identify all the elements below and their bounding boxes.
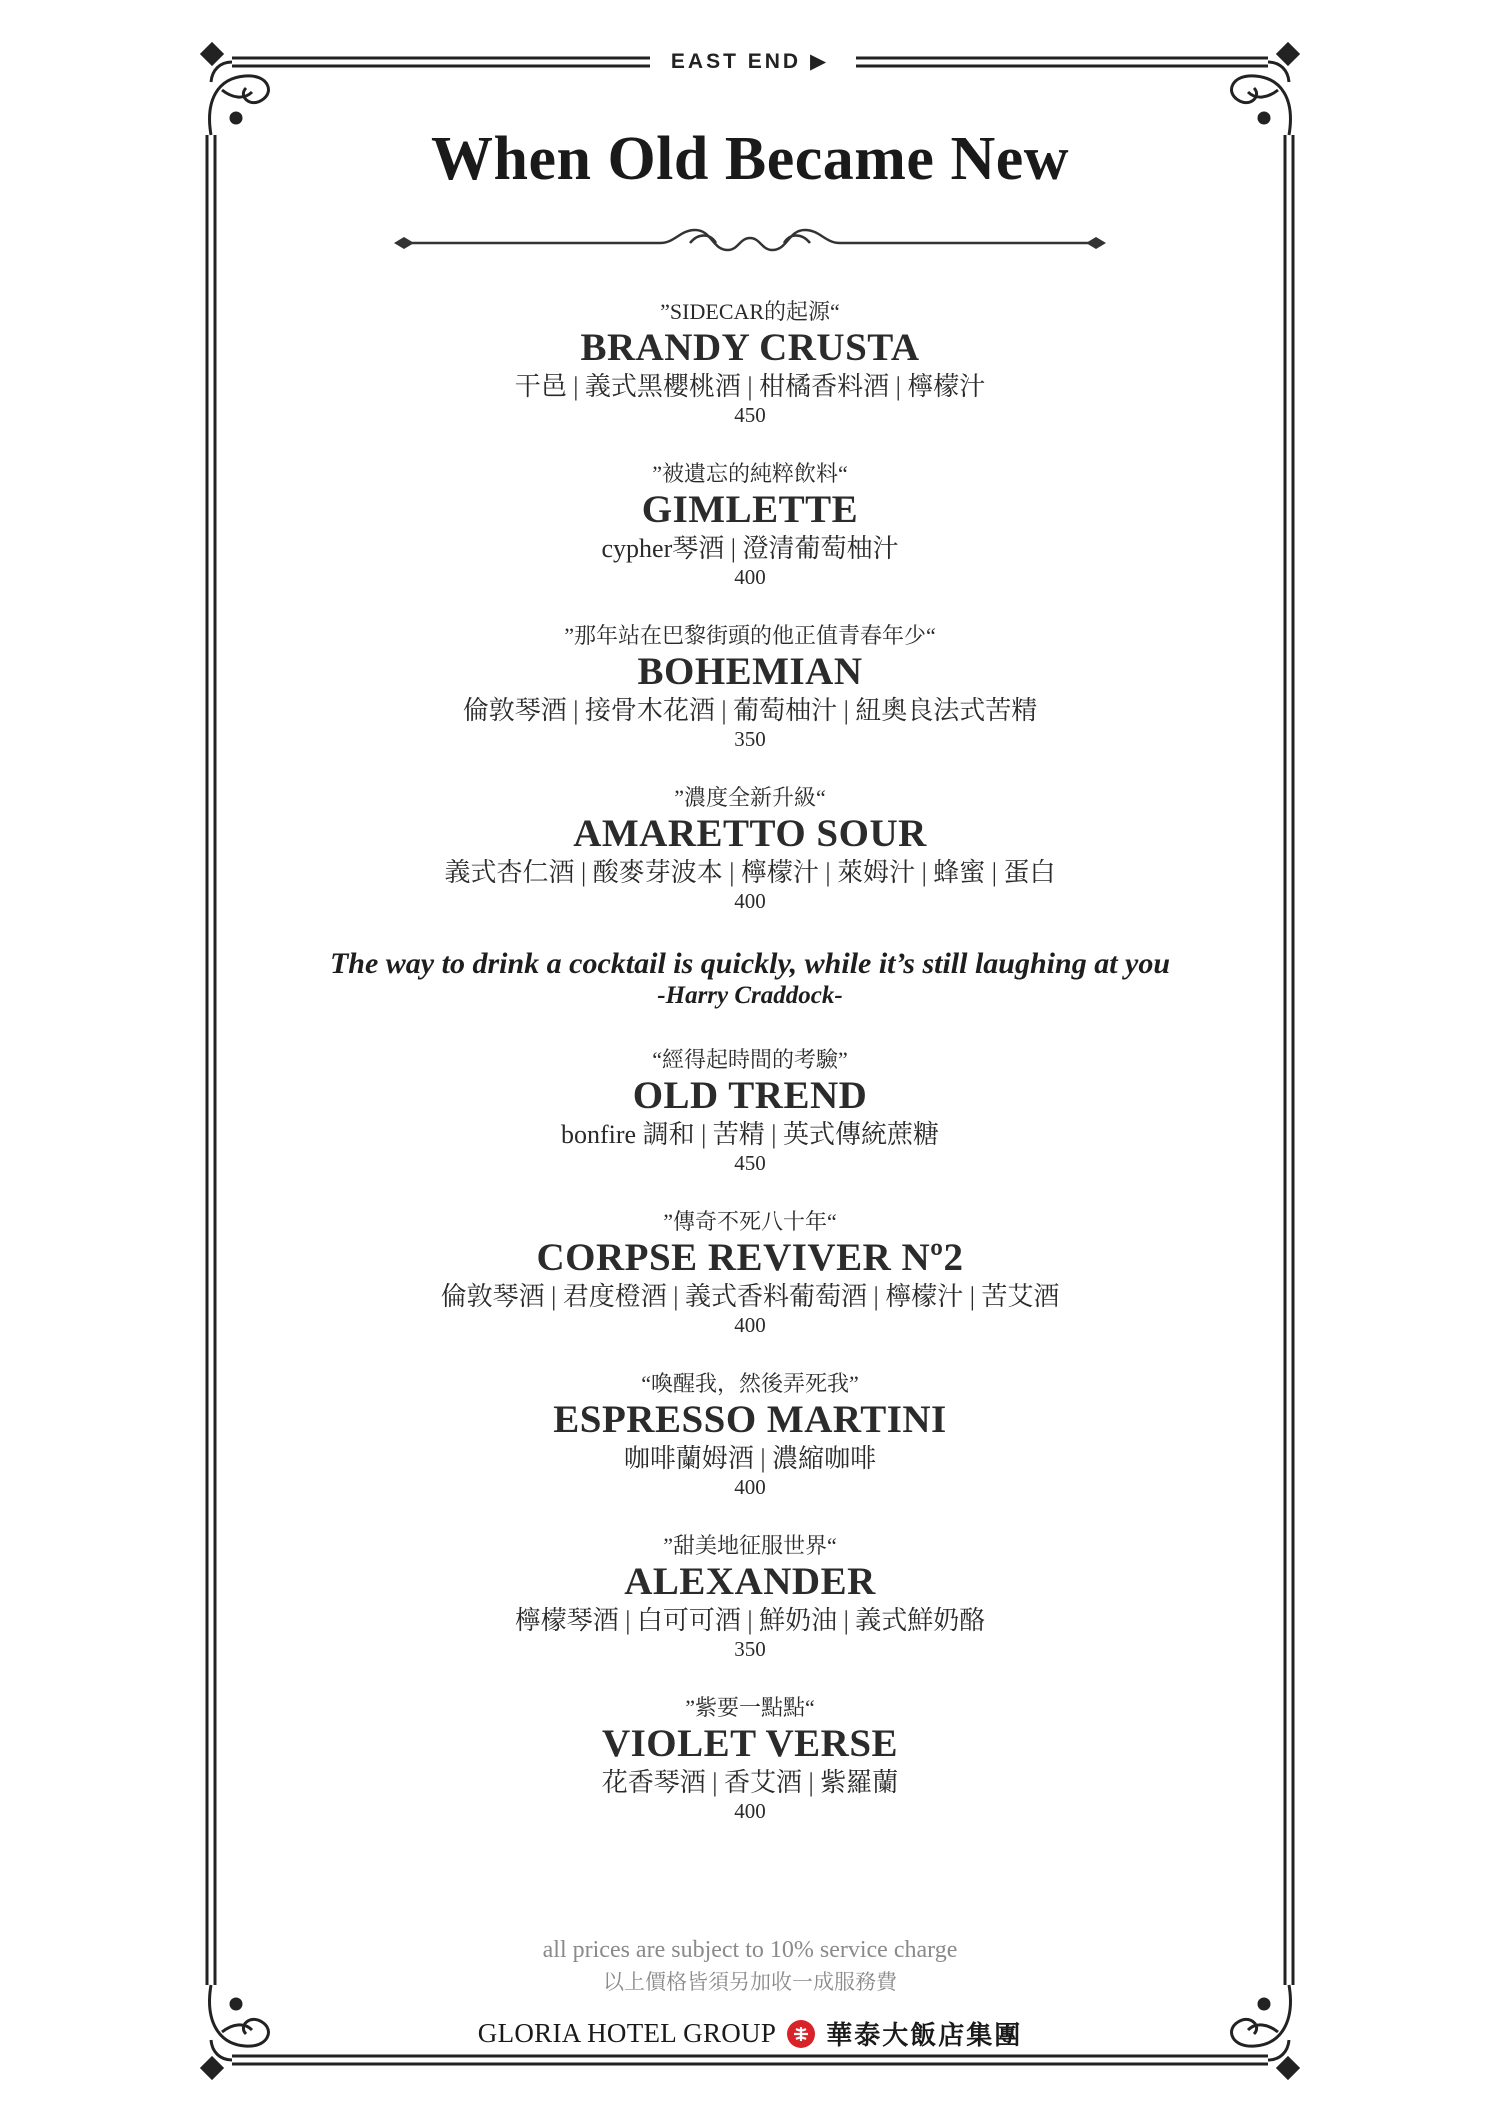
drink-name: OLD TREND: [632, 1074, 868, 1117]
menu-item-violet-verse: [180, 1694, 1320, 1822]
drink-price: 450: [734, 403, 766, 427]
drink-price: 400: [734, 565, 766, 589]
drink-tagline: ”濃度全新升級“: [674, 785, 826, 810]
drink-ingredients: 倫敦琴酒 | 君度橙酒 | 義式香料葡萄酒 | 檸檬汁 | 苦艾酒: [440, 1282, 1060, 1311]
drink-price: 400: [734, 1475, 766, 1499]
drink-tagline: ”SIDECAR的起源“: [660, 299, 840, 324]
drink-price: 350: [734, 727, 766, 751]
cocktail-menu: [180, 298, 1320, 1856]
drink-price: 400: [734, 1313, 766, 1337]
title-flourish-divider: [390, 216, 1110, 266]
drink-name: ALEXANDER: [624, 1560, 876, 1603]
drink-name: ESPRESSO MARTINI: [553, 1398, 947, 1441]
quote-author: -Harry Craddock-: [657, 982, 843, 1009]
menu-item-alexander: [180, 1532, 1320, 1660]
quote-block: [180, 946, 1320, 1010]
drink-name: BRANDY CRUSTA: [580, 326, 920, 369]
drink-tagline: ”甜美地征服世界“: [663, 1533, 837, 1558]
drink-ingredients: 咖啡蘭姆酒 | 濃縮咖啡: [623, 1444, 877, 1473]
drink-name: GIMLETTE: [641, 488, 859, 531]
menu-item-old-trend: [180, 1046, 1320, 1174]
menu-item-amaretto-sour: [180, 784, 1320, 912]
menu-footer: [0, 1933, 1500, 2052]
hotel-group-name: GLORIA HOTEL GROUP: [477, 2018, 777, 2048]
hotel-group-name-cn: 華泰大飯店集團: [826, 2021, 1023, 2050]
drink-name: VIOLET VERSE: [601, 1722, 899, 1765]
drink-tagline: ”那年站在巴黎街頭的他正值青春年少“: [564, 623, 936, 648]
drink-ingredients: 倫敦琴酒 | 接骨木花酒 | 葡萄柚汁 | 紐奧良法式苦精: [462, 696, 1038, 725]
drink-ingredients: 花香琴酒 | 香艾酒 | 紫羅蘭: [601, 1768, 899, 1797]
gloria-logo-icon: [786, 2019, 816, 2049]
hotel-group-line: [0, 2015, 1500, 2052]
menu-item-brandy-crusta: [180, 298, 1320, 426]
menu-item-bohemian: [180, 622, 1320, 750]
drink-price: 450: [734, 1151, 766, 1175]
drink-ingredients: cypher琴酒 | 澄清葡萄柚汁: [601, 534, 899, 563]
drink-ingredients: 義式杏仁酒 | 酸麥芽波本 | 檸檬汁 | 萊姆汁 | 蜂蜜 | 蛋白: [444, 858, 1056, 887]
drink-price: 400: [734, 889, 766, 913]
drink-price: 400: [734, 1799, 766, 1823]
drink-name: BOHEMIAN: [637, 650, 863, 693]
play-arrow-icon: ▶: [809, 50, 830, 73]
drink-price: 350: [734, 1637, 766, 1661]
drink-tagline: “經得起時間的考驗”: [652, 1047, 848, 1072]
drink-tagline: ”紫要一點點“: [685, 1695, 815, 1720]
service-charge-note: all prices are subject to 10% service charge: [542, 1937, 958, 1963]
drink-tagline: “喚醒我，然後弄死我”: [641, 1371, 859, 1396]
drink-tagline: ”傳奇不死八十年“: [663, 1209, 837, 1234]
drink-name: CORPSE REVIVER Nº2: [536, 1236, 964, 1279]
drink-ingredients: bonfire 調和 | 苦精 | 英式傳統蔗糖: [561, 1120, 939, 1149]
menu-item-espresso-martini: [180, 1370, 1320, 1498]
menu-item-gimlette: [180, 460, 1320, 588]
menu-item-corpse-reviver: [180, 1208, 1320, 1336]
drink-tagline: ”被遺忘的純粹飲料“: [652, 461, 848, 486]
brand-tag-label: EAST END: [670, 50, 802, 73]
brand-tag: [0, 50, 1500, 74]
drink-name: AMARETTO SOUR: [573, 812, 927, 855]
drink-ingredients: 檸檬琴酒 | 白可可酒 | 鮮奶油 | 義式鮮奶酪: [514, 1606, 986, 1635]
service-charge-note-cn: 以上價格皆須另加收一成服務費: [603, 1970, 897, 1994]
page-title: When Old Became New: [430, 125, 1070, 193]
drink-ingredients: 干邑 | 義式黑櫻桃酒 | 柑橘香料酒 | 檸檬汁: [514, 372, 986, 401]
quote-text: The way to drink a cocktail is quickly, while it’s still laughing at you: [329, 947, 1171, 980]
